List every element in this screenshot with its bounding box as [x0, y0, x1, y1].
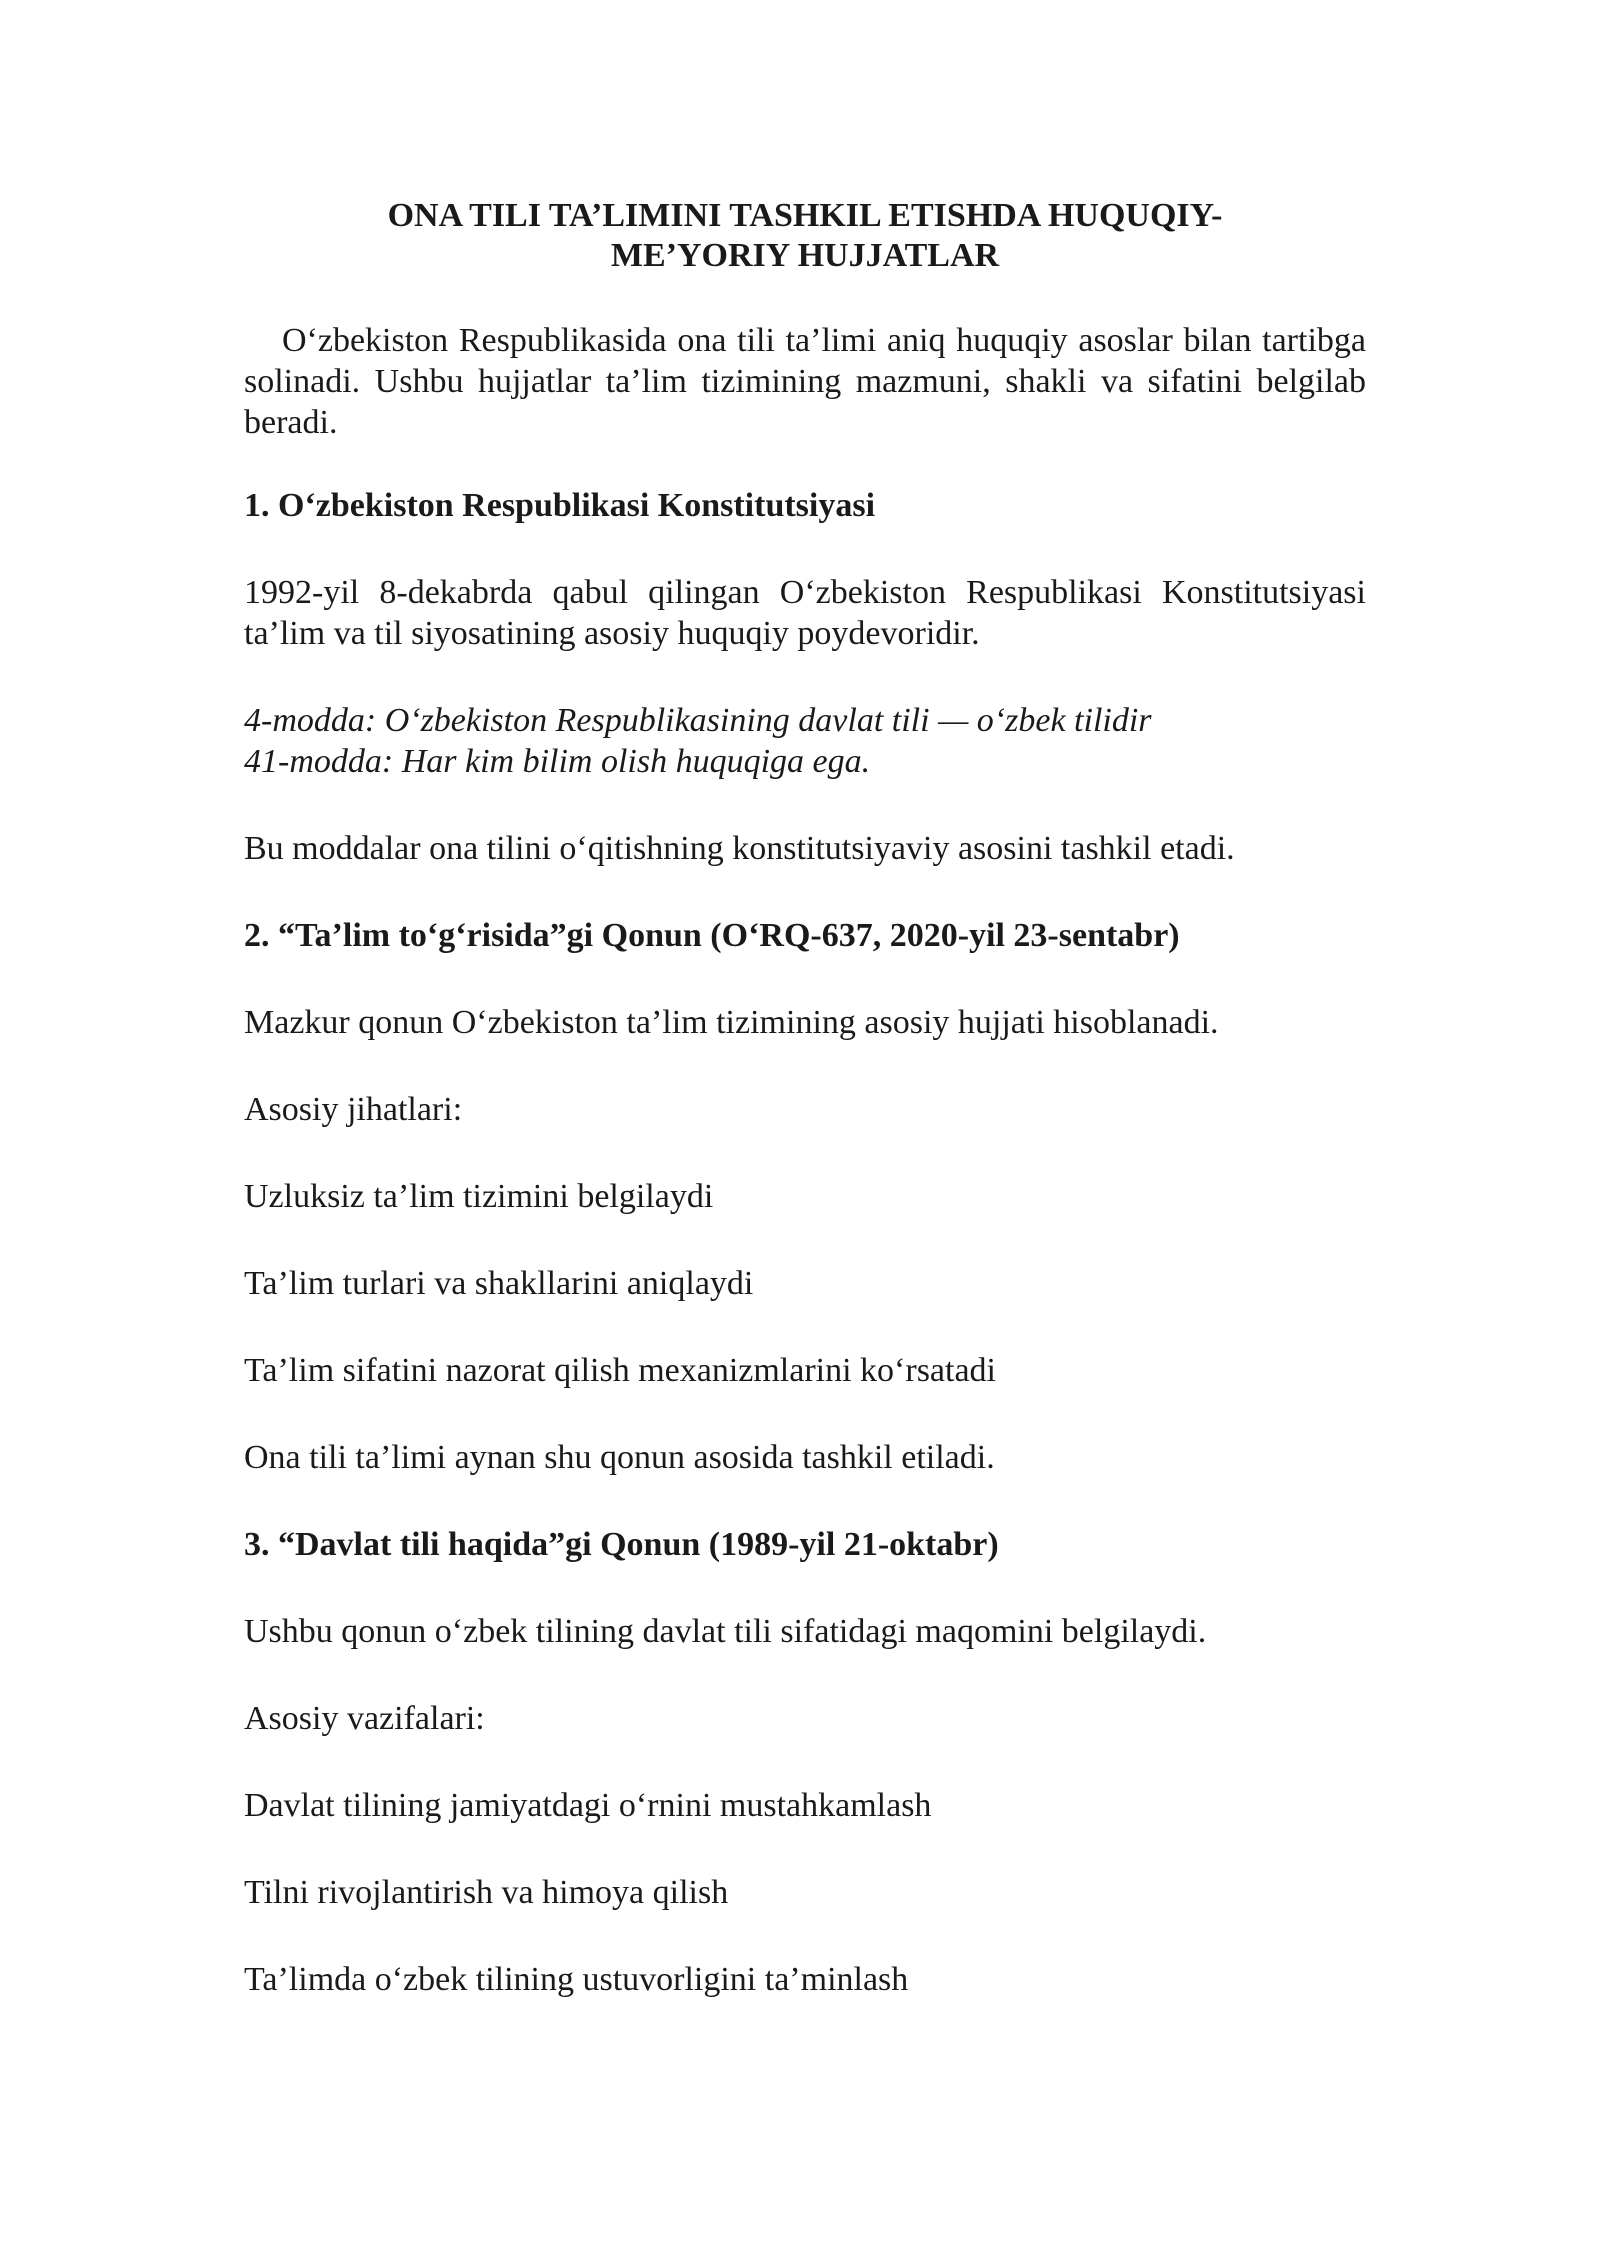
section-2-list-item: Ta’lim turlari va shakllarini aniqlaydi [244, 1265, 754, 1302]
article-41: 41-modda: Har kim bilim olish huquqiga ega. [244, 743, 871, 780]
intro-paragraph: O‘zbekiston Respublikasida ona tili ta’limi aniq huquqiy asoslar bilan tartibga solinadi. Ushbu hujjatlar ta’lim tizimining mazmuni, shakli va sifatini belgilab beradi. [244, 322, 1366, 441]
section-3-heading: 3. “Davlat tili haqida”gi Qonun (1989-yil 21-oktabr) [244, 1526, 999, 1563]
document-body [244, 196, 1366, 2000]
article-4: 4-modda: O‘zbekiston Respublikasining davlat tili — o‘zbek tilidir [244, 702, 1152, 739]
document-title-line-2: ME’YORIY HUJJATLAR [610, 237, 1000, 274]
section-2-list-item: Uzluksiz ta’lim tizimini belgilaydi [244, 1178, 714, 1215]
section-1-conclusion: Bu moddalar ona tilini o‘qitishning konstitutsiyaviy asosini tashkil etadi. [244, 830, 1235, 867]
section-2-list-item: Ta’lim sifatini nazorat qilish mexanizmlarini ko‘rsatadi [244, 1352, 997, 1389]
section-2-list-label: Asosiy jihatlari: [244, 1091, 463, 1128]
section-3-list-item: Ta’limda o‘zbek tilining ustuvorligini ta’minlash [244, 1961, 909, 1998]
section-3-list-item: Davlat tilining jamiyatdagi o‘rnini mustahkamlash [244, 1787, 932, 1824]
section-3-list-item: Tilni rivojlantirish va himoya qilish [244, 1874, 729, 1911]
section-3-paragraph: Ushbu qonun o‘zbek tilining davlat tili sifatidagi maqomini belgilaydi. [244, 1613, 1207, 1650]
section-2-paragraph: Mazkur qonun O‘zbekiston ta’lim tizimining asosiy hujjati hisoblanadi. [244, 1004, 1219, 1041]
document-title [244, 196, 1366, 276]
section-1-paragraph: 1992-yil 8-dekabrda qabul qilingan O‘zbekiston Respublikasi Konstitutsiyasi ta’lim va til siyosatining asosiy huquqiy poydevoridir. [244, 574, 1366, 652]
document-title-line-1: ONA TILI TA’LIMINI TASHKIL ETISHDA HUQUQIY- [387, 197, 1223, 234]
section-2-conclusion: Ona tili ta’limi aynan shu qonun asosida tashkil etiladi. [244, 1439, 995, 1476]
section-1-heading: 1. O‘zbekiston Respublikasi Konstitutsiyasi [244, 487, 876, 524]
section-2-heading: 2. “Ta’lim to‘g‘risida”gi Qonun (O‘RQ-637, 2020-yil 23-sentabr) [244, 917, 1180, 954]
section-3-list-label: Asosiy vazifalari: [244, 1700, 485, 1737]
